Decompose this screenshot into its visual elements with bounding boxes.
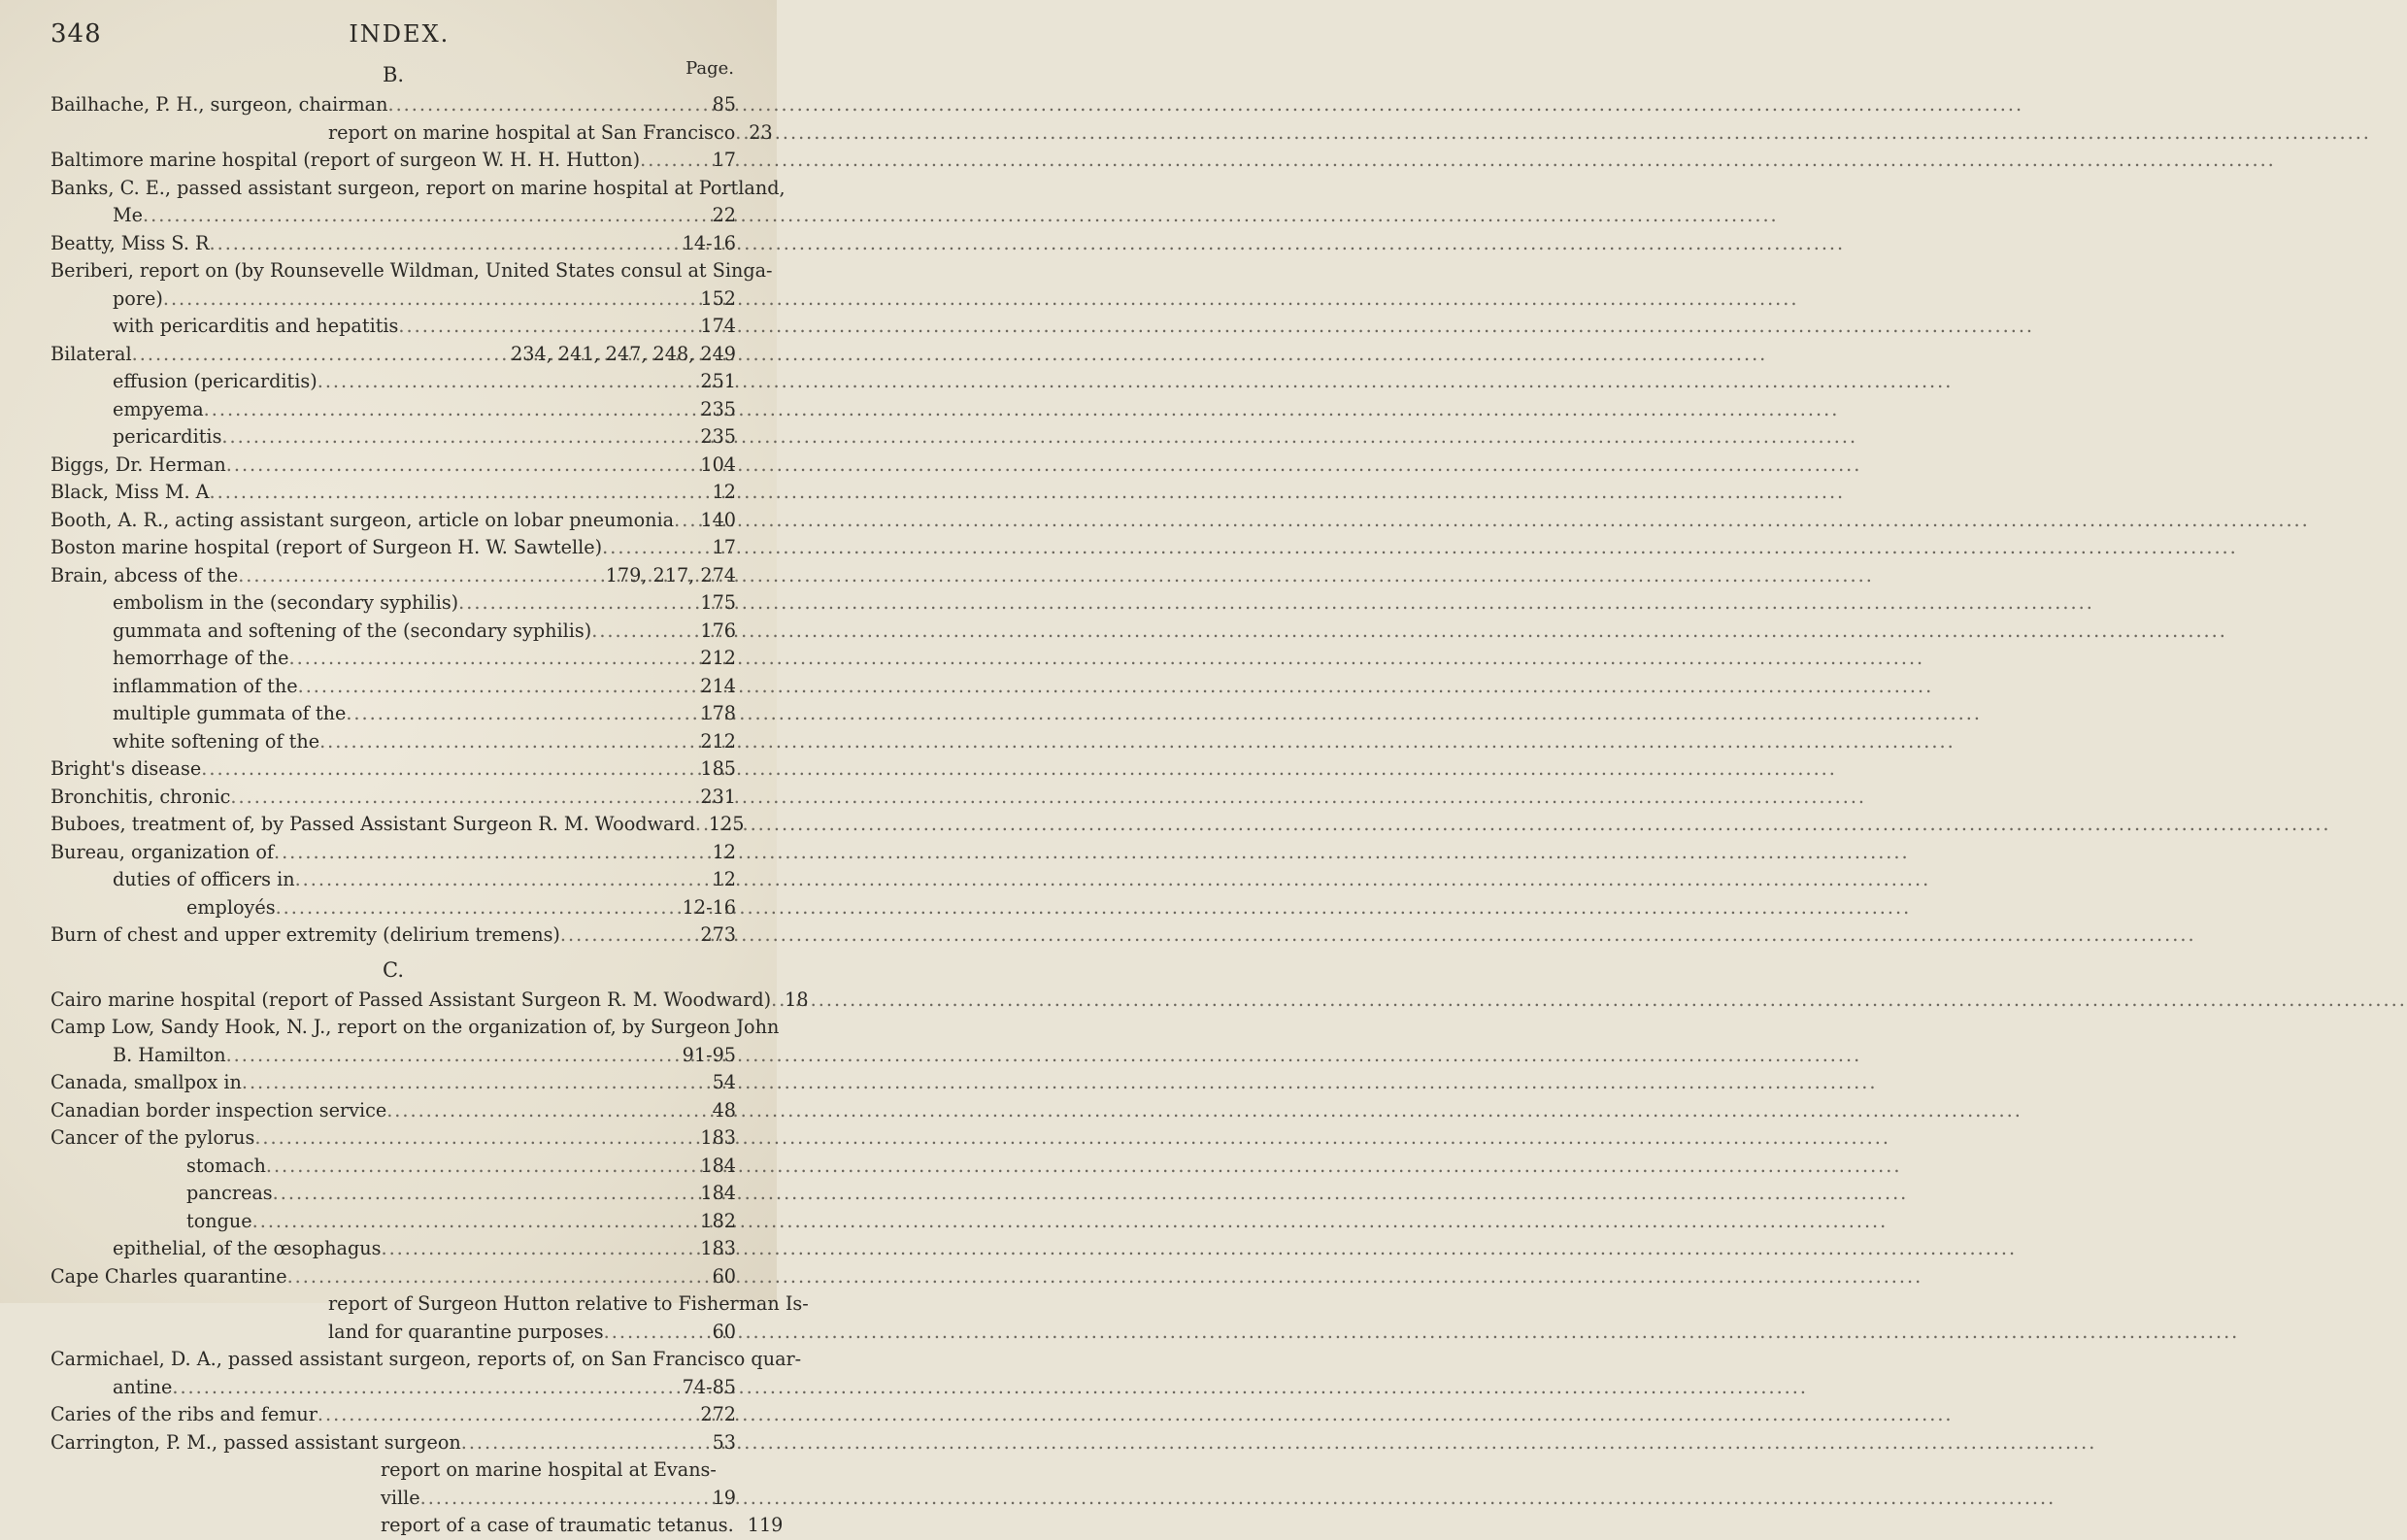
index-entry [50, 423, 736, 452]
leader-dots [221, 423, 696, 452]
index-entry-text: white softening of the [113, 729, 320, 753]
index-entry-text: Burn of chest and upper extremity (delirium tremens) [50, 923, 560, 946]
index-entry [50, 534, 736, 562]
index-entry-pages: 17 [712, 149, 736, 171]
index-entry [50, 1153, 736, 1181]
index-entry-pages: 48 [712, 1098, 736, 1122]
index-entry-pages: 183 [700, 1126, 736, 1149]
leader-dots [210, 479, 709, 507]
index-entry-pages: 235 [700, 397, 736, 420]
index-entry-list [50, 91, 786, 950]
index-entry-pages: 22 [712, 204, 736, 226]
index-entry [50, 202, 736, 230]
index-entry-text: effusion (pericarditis) [113, 370, 318, 392]
index-entry-pages: 176 [700, 619, 736, 642]
index-entry-pages: 12 [712, 481, 736, 503]
index-entry-pages: 183 [700, 1237, 736, 1259]
index-entry-pages: 12 [712, 840, 736, 863]
index-entry-text: gummata and softening of the (secondary syphilis) [113, 619, 592, 642]
index-entry [50, 894, 736, 922]
index-entry [50, 1014, 780, 1042]
leader-dots [274, 839, 709, 867]
index-entry [50, 839, 736, 867]
index-entry [50, 1069, 736, 1097]
index-entry-list [50, 987, 809, 1540]
index-entry-text: antine [113, 1375, 173, 1398]
index-entry [50, 1429, 736, 1457]
index-entry-pages: 234, 241, 247, 248, 249 [511, 342, 736, 365]
index-entry-pages: 185 [700, 757, 736, 780]
section-letter: C. [383, 957, 404, 982]
index-entry [50, 147, 736, 175]
index-entry [50, 479, 736, 507]
index-entry-pages: 175 [700, 591, 736, 614]
leader-dots [319, 728, 696, 756]
leader-dots [295, 866, 709, 894]
leader-dots [674, 507, 696, 535]
index-entry-pages: 19 [712, 1486, 736, 1509]
index-entry-text: Bureau, organization of [50, 840, 274, 863]
index-entry-text: ville [381, 1486, 420, 1509]
index-entry-pages: 214 [700, 674, 736, 697]
index-entry-text: with pericarditis and hepatitis [113, 315, 399, 337]
index-entry-text: Black, Miss M. A [50, 481, 210, 503]
index-entry [50, 1124, 736, 1153]
leader-dots [254, 1124, 696, 1153]
leader-dots [163, 285, 697, 314]
index-entry [50, 91, 736, 119]
index-entry-pages: 12 [712, 868, 736, 890]
index-entry [50, 728, 736, 756]
index-entry [50, 784, 736, 812]
index-entry-text: Brain, abcess of the [50, 563, 239, 586]
index-entry [50, 618, 736, 646]
index-entry-pages: 91-95 [682, 1043, 736, 1066]
index-entry-text: empyema [113, 397, 204, 420]
index-entry-text: pericarditis [113, 425, 222, 448]
leader-dots [289, 645, 697, 673]
leader-dots [266, 1153, 697, 1181]
index-sections [50, 58, 809, 1540]
index-entry-pages: 152 [700, 286, 736, 310]
index-entry-pages: 125 [708, 813, 745, 835]
leader-dots [210, 230, 679, 258]
index-entry-text: pore) [113, 286, 163, 310]
index-entry [50, 1097, 736, 1125]
index-entry-pages: 74-85 [682, 1375, 736, 1398]
index-entry-text: pancreas [186, 1182, 273, 1204]
index-entry-text: report on marine hospital at San Francisco [328, 120, 736, 144]
index-entry-text: Camp Low, Sandy Hook, N. J., report on the organization of, by Surgeon John [50, 1016, 780, 1038]
leader-dots [560, 921, 696, 950]
index-entry-text: epithelial, of the œsophagus [113, 1237, 382, 1259]
leader-dots [461, 1429, 709, 1457]
index-entry-text: Biggs, Dr. Herman [50, 452, 226, 476]
index-entry-pages: 179, 217, 274 [605, 563, 736, 586]
leader-dots [387, 91, 708, 119]
index-entry [50, 1290, 809, 1319]
index-entry-pages: 174 [700, 315, 736, 337]
page-header [50, 19, 736, 52]
index-entry-pages: 212 [700, 647, 736, 669]
index-entry [50, 368, 736, 396]
index-entry [50, 921, 736, 950]
index-entry [50, 1401, 736, 1429]
leader-dots [604, 1319, 709, 1347]
index-entry-text: Canadian border inspection service [50, 1098, 387, 1122]
leader-dots [201, 755, 696, 784]
index-entry-pages: 184 [700, 1154, 736, 1177]
leader-dots [386, 1097, 708, 1125]
page-number: 348 [50, 19, 102, 49]
index-entry [50, 313, 736, 341]
index-entry [50, 1208, 736, 1236]
leader-dots [252, 1208, 697, 1236]
index-entry-text: Cancer of the pylorus [50, 1126, 255, 1149]
index-page [0, 0, 809, 1536]
index-entry-text: Beriberi, report on (by Rounsevelle Wildman, United States consul at Singa- [50, 259, 773, 282]
index-entry [50, 257, 773, 285]
index-entry [50, 1485, 736, 1513]
index-entry [50, 507, 736, 535]
index-entry [50, 1456, 736, 1485]
index-entry-text: report of a case of traumatic tetanus. [381, 1514, 734, 1536]
index-entry-pages: 85 [712, 93, 736, 116]
leader-dots [230, 784, 696, 812]
index-entry-text: Canada, smallpox in [50, 1071, 242, 1093]
index-entry [50, 230, 736, 258]
index-entry [50, 1042, 736, 1070]
index-entry-pages: 23 [749, 120, 773, 144]
leader-dots [318, 1401, 696, 1429]
leader-dots [398, 313, 696, 341]
index-entry-pages: 104 [700, 452, 736, 476]
index-entry-text: Bronchitis, chronic [50, 785, 231, 808]
index-entry-pages: 182 [700, 1209, 736, 1232]
leader-dots [226, 452, 697, 480]
leader-dots [172, 1374, 678, 1402]
index-entry [50, 700, 736, 728]
index-entry [50, 673, 736, 701]
index-entry [50, 589, 736, 618]
index-entry-text: hemorrhage of the [113, 647, 289, 669]
index-entry-pages: 60 [712, 1264, 736, 1288]
index-entry-text: Caries of the ribs and femur [50, 1403, 318, 1425]
index-entry-pages: 53 [712, 1430, 736, 1454]
leader-dots [381, 1235, 696, 1263]
leader-dots [287, 1263, 709, 1291]
leader-dots [602, 534, 708, 562]
index-entry-pages: 272 [700, 1403, 736, 1425]
index-entry-text: Bailhache, P. H., surgeon, chairman [50, 93, 388, 116]
index-entry-text: Carmichael, D. A., passed assistant surgeon, reports of, on San Francisco quar- [50, 1348, 802, 1370]
leader-dots [273, 1180, 697, 1208]
leader-dots [420, 1485, 709, 1513]
index-entry [50, 755, 736, 784]
index-entry-text: Buboes, treatment of, by Passed Assistant Surgeon R. M. Woodward [50, 813, 695, 835]
leader-dots [276, 894, 679, 922]
page-column-label: Page. [685, 58, 734, 79]
index-entry-text: employés [186, 895, 276, 919]
leader-dots [695, 811, 705, 839]
index-entry-text: duties of officers in [113, 868, 295, 890]
leader-dots [318, 368, 697, 396]
index-entry [50, 1235, 736, 1263]
index-entry-pages: 119 [747, 1514, 784, 1536]
index-entry-text: Banks, C. E., passed assistant surgeon, report on marine hospital at Portland, [50, 176, 786, 199]
index-entry-pages: 18 [785, 988, 809, 1011]
index-entry-text: Baltimore marine hospital (report of surgeon W. H. H. Hutton) [50, 149, 641, 171]
index-entry-pages: 251 [700, 370, 736, 392]
index-entry-pages: 273 [700, 923, 736, 946]
index-entry-text: Cairo marine hospital (report of Passed Assistant Surgeon R. M. Woodward) [50, 988, 772, 1011]
index-entry-pages: 54 [712, 1071, 736, 1093]
leader-dots [640, 147, 708, 175]
index-entry [50, 866, 736, 894]
index-entry-pages: 140 [700, 508, 736, 531]
index-entry [50, 1374, 736, 1402]
index-entry-pages: 212 [700, 729, 736, 753]
leader-dots [132, 341, 507, 369]
index-entry-pages: 14-16 [682, 231, 736, 254]
index-entry [50, 987, 809, 1015]
leader-dots [458, 589, 696, 618]
index-entry-text: report on marine hospital at Evans- [381, 1458, 717, 1481]
leader-dots [143, 202, 709, 230]
running-title: INDEX. [349, 20, 451, 48]
leader-dots [771, 987, 781, 1015]
index-entry [50, 1180, 736, 1208]
leader-dots [591, 618, 696, 646]
index-entry-text: land for quarantine purposes [328, 1320, 604, 1343]
index-entry-pages: 178 [700, 702, 736, 724]
index-entry [50, 341, 736, 369]
index-entry-text: Boston marine hospital (report of Surgeon H. W. Sawtelle) [50, 536, 603, 558]
index-entry-pages: 17 [712, 536, 736, 558]
index-entry [50, 119, 773, 148]
index-entry [50, 1512, 784, 1540]
index-entry-text: Cape Charles quarantine [50, 1264, 287, 1288]
index-entry [50, 811, 745, 839]
leader-dots [242, 1069, 709, 1097]
index-entry-pages: 60 [712, 1320, 736, 1343]
index-entry-text: inflammation of the [113, 674, 298, 697]
index-entry-text: Bilateral [50, 342, 132, 365]
leader-dots [238, 562, 602, 590]
index-entry [50, 1319, 736, 1347]
index-entry-text: report of Surgeon Hutton relative to Fisherman Is- [328, 1292, 809, 1315]
index-entry-pages: 235 [700, 425, 736, 448]
index-entry-pages: 184 [700, 1182, 736, 1204]
leader-dots [735, 119, 745, 148]
index-entry-text: Bright's disease [50, 757, 202, 780]
index-entry-text: embolism in the (secondary syphilis) [113, 591, 459, 614]
index-entry [50, 452, 736, 480]
index-entry [50, 285, 736, 314]
index-entry [50, 562, 736, 590]
index-entry [50, 1263, 736, 1291]
index-entry-text: tongue [186, 1209, 252, 1232]
index-entry-text: multiple gummata of the [113, 702, 347, 724]
index-entry-text: B. Hamilton [113, 1043, 226, 1066]
index-entry-text: Booth, A. R., acting assistant surgeon, article on lobar pneumonia [50, 508, 675, 531]
index-entry-pages: 231 [700, 785, 736, 808]
index-entry [50, 645, 736, 673]
index-entry [50, 175, 786, 203]
index-entry [50, 396, 736, 424]
leader-dots [226, 1042, 679, 1070]
index-entry-text: Me [113, 204, 144, 226]
index-entry-pages: 12-16 [682, 895, 736, 919]
leader-dots [298, 673, 697, 701]
section-letter: B. [382, 63, 405, 86]
index-entry-text: Carrington, P. M., passed assistant surgeon [50, 1430, 461, 1454]
index-entry-text: stomach [186, 1154, 266, 1177]
index-entry-text: Beatty, Miss S. R [50, 231, 210, 254]
leader-dots [346, 700, 696, 728]
index-entry [50, 1346, 802, 1374]
leader-dots [204, 396, 697, 424]
